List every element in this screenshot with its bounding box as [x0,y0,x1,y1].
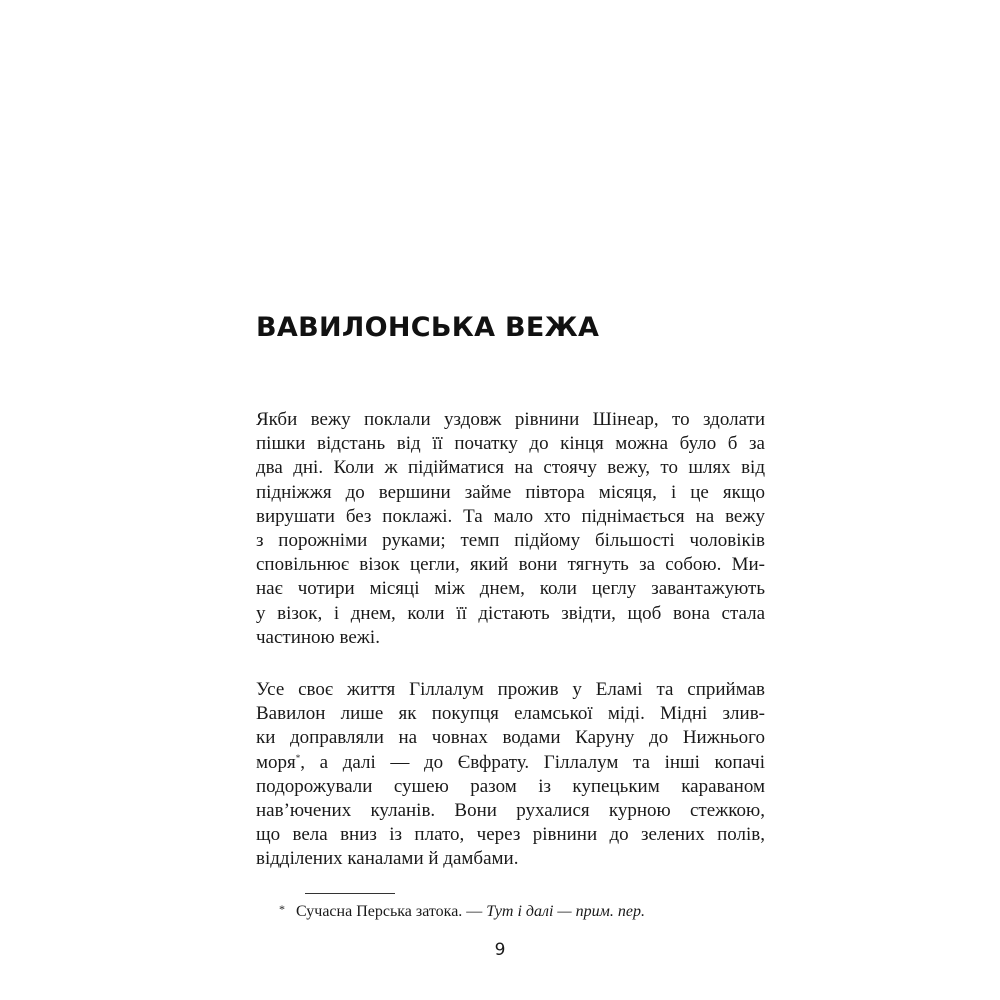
text-line: Вавилон лише як покупця еламської міді. Мідні злив- [256,703,765,725]
text-line: нає чотири місяці між днем, коли цеглу завантажують [256,578,765,600]
footnote-text: Сучасна Перська затока. — [296,903,487,920]
page-number: 9 [494,940,506,960]
text-line: Усе своє життя Гіллалум прожив у Еламі та сприймав [256,679,765,700]
text-line: відділених каналами й дамбами. [256,848,519,870]
text-line: два дні. Коли ж підійматися на стоячу вежу, то шлях від [256,457,765,479]
text-line: подорожували сушею разом із купецьким караваном [256,775,765,797]
text-line: підніжжя до вершини займе півтора місяця, і це якщо [256,481,765,503]
footnote-italic: Тут і далі — прим. пер. [486,903,645,920]
text-line: у візок, і днем, коли її дістають звідти, щоб вона стала [256,602,765,624]
text-line: пішки відстань від її початку до кінця можна було б за [256,433,765,455]
paragraph-2 [256,678,765,872]
text-line: ки доправляли на човнах водами Каруну до Нижнього [256,727,765,749]
text-line: сповільнює візок цегли, який вони тягнуть за собою. Ми- [256,554,765,576]
text-line: з порожніми руками; темп підйому більшості чоловіків [256,529,765,551]
text-span: моря [256,751,296,773]
footnote-mark: * [279,902,285,916]
text-line: що вела вниз із плато, через рівнини до зелених полів, [256,824,765,846]
footnote [279,902,645,921]
footnote-reference[interactable]: * [295,752,301,763]
text-span: , а далі — до Євфрату. Гіллалум та інші копачі [300,751,765,773]
chapter-title: ВАВИЛОНСЬКА ВЕЖА [256,312,600,343]
text-line: Якби вежу поклали уздовж рівнини Шінеар, то здолати [256,409,765,430]
text-line [256,751,765,775]
text-line: нав’ючених куланів. Вони рухалися курною стежкою, [256,799,765,821]
text-line: вирушати без поклажі. Та мало хто піднімається на вежу [256,505,765,527]
footnote-divider [305,893,395,894]
text-line: частиною вежі. [256,626,380,648]
paragraph-1 [256,408,765,650]
